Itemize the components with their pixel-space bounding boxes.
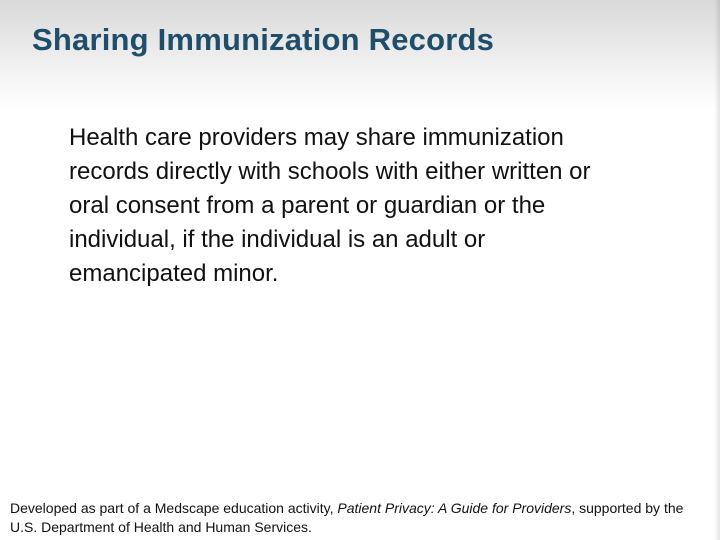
- slide-footer: [10, 499, 710, 537]
- slide-body-text: Health care providers may share immunization records directly with schools with either written or oral consent from a parent or guardian or the individual, if the individual is an adult or emancipated minor.: [69, 124, 591, 287]
- footer-suffix: , supported by the U.S. Department of Health and Human Services.: [10, 500, 684, 535]
- footer-activity-title: Patient Privacy: A Guide for Providers: [337, 500, 572, 516]
- slide-edge-shadow: [714, 0, 720, 540]
- footer-prefix: Developed as part of a Medscape education activity,: [10, 500, 338, 516]
- slide-title: Sharing Immunization Records: [32, 22, 495, 57]
